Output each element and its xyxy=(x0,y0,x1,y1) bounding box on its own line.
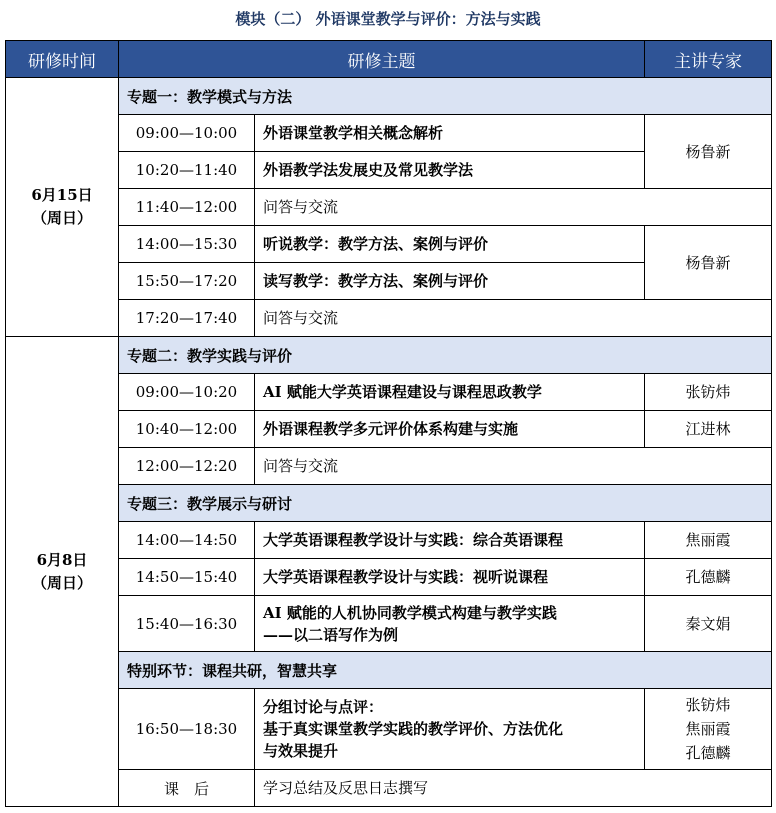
expert-name: 张钫炜 xyxy=(685,696,731,714)
section-row xyxy=(6,337,772,374)
section-title: 专题二：教学实践与评价 xyxy=(119,337,772,374)
topic-cell: 读写教学：教学方法、案例与评价 xyxy=(255,263,645,300)
topic-cell xyxy=(255,596,645,652)
expert-name: 孔德麟 xyxy=(685,744,731,762)
time-cell: 09:00—10:20 xyxy=(119,374,255,411)
table-row xyxy=(6,300,772,337)
header-topic: 研修主题 xyxy=(119,41,645,78)
table-row xyxy=(6,374,772,411)
expert-cell: 杨鲁新 xyxy=(645,226,772,300)
expert-cell: 杨鲁新 xyxy=(645,115,772,189)
topic-cell: 外语教学法发展史及常见教学法 xyxy=(255,152,645,189)
table-row xyxy=(6,115,772,152)
section-title: 专题三：教学展示与研讨 xyxy=(119,485,772,522)
topic-cell: 大学英语课程教学设计与实践：综合英语课程 xyxy=(255,522,645,559)
time-cell: 15:40—16:30 xyxy=(119,596,255,652)
topic-cell: AI 赋能大学英语课程建设与课程思政教学 xyxy=(255,374,645,411)
table-row xyxy=(6,522,772,559)
time-cell: 10:40—12:00 xyxy=(119,411,255,448)
section-row xyxy=(6,78,772,115)
header-expert: 主讲专家 xyxy=(645,41,772,78)
table-row xyxy=(6,770,772,807)
topic-line: ——以二语写作为例 xyxy=(263,625,399,644)
table-row xyxy=(6,448,772,485)
time-cell: 17:20—17:40 xyxy=(119,300,255,337)
topic-cell: 学习总结及反思日志撰写 xyxy=(255,770,772,807)
expert-cell xyxy=(645,689,772,770)
time-cell: 11:40—12:00 xyxy=(119,189,255,226)
topic-cell: 问答与交流 xyxy=(255,300,772,337)
table-row xyxy=(6,226,772,263)
expert-cell: 江进林 xyxy=(645,411,772,448)
topic-cell: 外语课堂教学相关概念解析 xyxy=(255,115,645,152)
table-row xyxy=(6,189,772,226)
header-row xyxy=(6,41,772,78)
topic-line: 与效果提升 xyxy=(263,742,339,760)
expert-name: 焦丽霞 xyxy=(685,720,731,738)
expert-cell: 张钫炜 xyxy=(645,374,772,411)
time-cell: 15:50—17:20 xyxy=(119,263,255,300)
time-cell: 14:00—14:50 xyxy=(119,522,255,559)
table-row xyxy=(6,596,772,652)
time-cell: 14:50—15:40 xyxy=(119,559,255,596)
topic-line: 基于真实课堂教学实践的教学评价、方法优化 xyxy=(263,720,564,738)
table-row xyxy=(6,689,772,770)
time-cell: 16:50—18:30 xyxy=(119,689,255,770)
topic-cell xyxy=(255,689,645,770)
topic-cell: 外语课程教学多元评价体系构建与实施 xyxy=(255,411,645,448)
expert-cell: 焦丽霞 xyxy=(645,522,772,559)
topic-line: 分组讨论与点评： xyxy=(263,698,384,716)
page-title: 模块（二） 外语课堂教学与评价：方法与实践 xyxy=(235,10,541,28)
topic-cell: 问答与交流 xyxy=(255,448,772,485)
date-cell-day1 xyxy=(6,78,119,337)
schedule-table xyxy=(5,40,772,807)
header-date: 研修时间 xyxy=(6,41,119,78)
topic-line: AI 赋能的人机协同教学模式构建与教学实践 xyxy=(263,603,557,622)
section-title: 特别环节：课程共研，智慧共享 xyxy=(119,652,772,689)
table-row xyxy=(6,411,772,448)
expert-cell: 孔德麟 xyxy=(645,559,772,596)
weekday-text: （周日） xyxy=(31,209,92,227)
time-cell: 14:00—15:30 xyxy=(119,226,255,263)
expert-cell: 秦文娟 xyxy=(645,596,772,652)
date-text: 6月8日 xyxy=(36,550,88,569)
date-cell-day2 xyxy=(6,337,119,807)
table-row xyxy=(6,559,772,596)
topic-cell: 大学英语课程教学设计与实践：视听说课程 xyxy=(255,559,645,596)
date-text: 6月15日 xyxy=(31,186,93,204)
time-cell: 09:00—10:00 xyxy=(119,115,255,152)
weekday-text: （周日） xyxy=(31,573,92,592)
time-cell: 12:00—12:20 xyxy=(119,448,255,485)
time-cell: 课 后 xyxy=(119,770,255,807)
section-row xyxy=(6,652,772,689)
topic-cell: 听说教学：教学方法、案例与评价 xyxy=(255,226,645,263)
section-title: 专题一：教学模式与方法 xyxy=(119,78,772,115)
topic-cell: 问答与交流 xyxy=(255,189,772,226)
time-cell: 10:20—11:40 xyxy=(119,152,255,189)
section-row xyxy=(6,485,772,522)
